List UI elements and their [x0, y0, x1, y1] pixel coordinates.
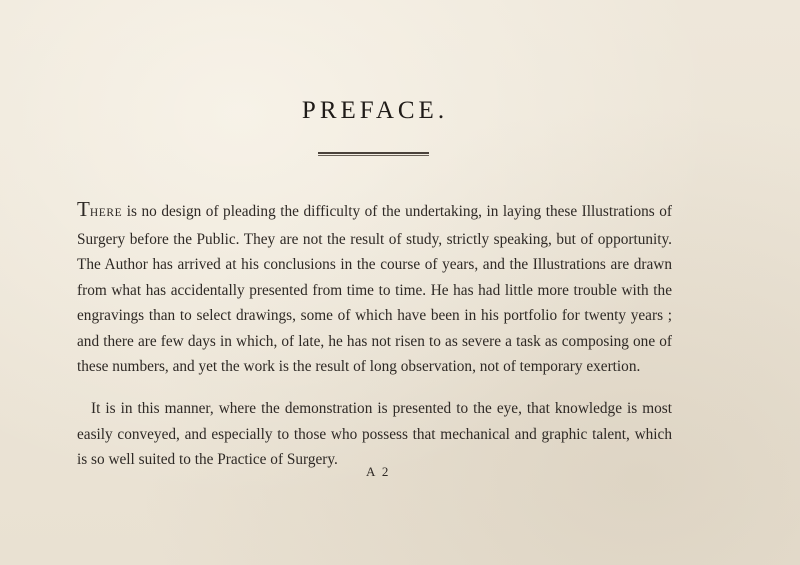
- page-title: PREFACE.: [301, 97, 449, 124]
- signature-mark: A 2: [366, 464, 391, 479]
- title-rule-divider: [318, 152, 429, 156]
- paragraph-2: It is in this manner, where the demonstration is presented to the eye, that knowledge is most easily conveyed, and especially to those who possess that mechanical and graphic talent, which is so well suited to the Practice of Surgery.: [77, 400, 672, 468]
- paragraph-1-text: is no design of pleading the difficulty of the undertaking, in laying these Illustrations of Surgery before the Public. They are not the result of study, strictly speaking, but of opportunity. The Author has arrived at his conclusions in the course of years, and the Illustrations are drawn from what has accidentally presented from time to time. He has had little more trouble with the engravings than to select drawings, some of which have been in his portfolio for twenty years ; and there are few days in which, of late, he has not risen to as severe a task as composing one of these numbers, and yet the work is the result of long observation, not of temporary exertion.: [77, 203, 672, 375]
- paragraph-1: [77, 199, 672, 380]
- small-caps-word: HERE: [89, 207, 123, 219]
- drop-capital: T: [77, 197, 90, 221]
